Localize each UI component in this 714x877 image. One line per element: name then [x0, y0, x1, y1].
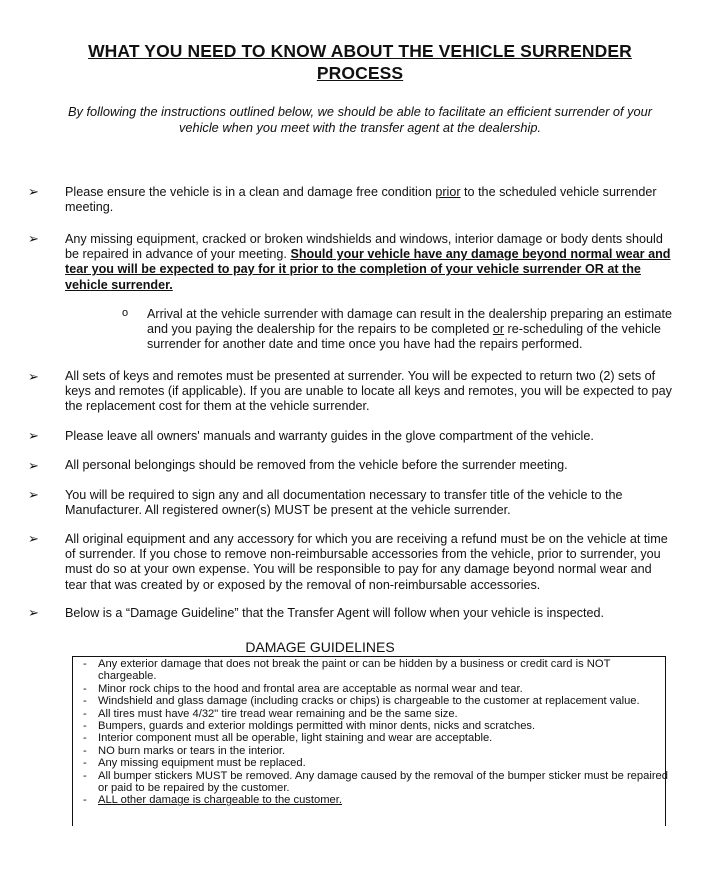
intro-paragraph: By following the instructions outlined below, we should be able to facilitate an efficient surrender of your vehicle when you meet with the transfer agent at the dealership. [67, 104, 653, 135]
list-item: - Any missing equipment must be replaced. [83, 757, 306, 770]
list-item: - Any exterior damage that does not break the paint or can be hidden by a business or credit card is NOT chargeable. [83, 658, 611, 683]
arrow-bullet-icon: ➢ [28, 605, 39, 620]
list-item: - Minor rock chips to the hood and frontal area are acceptable as normal wear and tear. [83, 682, 523, 695]
dash-bullet-icon: - [83, 769, 87, 782]
item-sign-documentation: You will be required to sign any and all documentation necessary to transfer title of the vehicle to the Manufacturer. All registered owner(s) MUST be present at the vehicle surrender. [65, 488, 623, 518]
arrow-bullet-icon: ➢ [28, 487, 39, 502]
item-personal-belongings: All personal belongings should be removed from the vehicle before the surrender meeting. [65, 458, 568, 472]
item-owners-manuals: Please leave all owners' manuals and warranty guides in the glove compartment of the vehicle. [65, 429, 594, 443]
list-item: - Interior component must all be operable, light staining and wear are acceptable. [83, 732, 493, 745]
dash-bullet-icon: - [83, 732, 87, 745]
list-item: - All bumper stickers MUST be removed. Any damage caused by the removal of the bumper sticker must be repaired or paid to be repaired by the customer. [83, 769, 668, 795]
arrow-bullet-icon: ➢ [28, 369, 39, 384]
list-item: - All tires must have 4/32" tire tread wear remaining and be the same size. [83, 707, 458, 720]
arrow-bullet-icon: ➢ [28, 458, 39, 473]
item-keys-remotes: All sets of keys and remotes must be presented at surrender. You will be expected to return two (2) sets of keys and remotes (if applicable). If you are unable to locate all keys and remotes, you will be expected to pay the replacement cost for them at the vehicle surrender. [65, 369, 672, 414]
list-item: - Windshield and glass damage (including cracks or chips) is chargeable to the customer at replacement value. [83, 695, 640, 708]
arrow-bullet-icon: ➢ [28, 184, 39, 199]
dash-bullet-icon: - [83, 707, 87, 720]
document-title [40, 40, 680, 84]
item-original-equipment: All original equipment and any accessory for which you are receiving a refund must be on the vehicle at time of surrender. If you chose to remove non-reimbursable accessories from the vehicle, prior to surrender, you must do so at your own expense. You will be responsible to pay for any damage beyond normal wear and tear that was created by or exposed by the removal of non-reimbursable accessories. [65, 532, 668, 592]
damage-guidelines-heading: DAMAGE GUIDELINES [245, 639, 395, 655]
item-clean-condition: Please ensure the vehicle is in a clean and damage free condition prior to the scheduled vehicle surrender meeting. [65, 185, 657, 215]
item-damage-guideline-intro: Below is a “Damage Guideline” that the Transfer Agent will follow when your vehicle is inspected. [65, 606, 605, 620]
dash-bullet-icon: - [83, 744, 87, 757]
dash-bullet-icon: - [83, 682, 87, 695]
dash-bullet-icon: - [83, 658, 87, 670]
arrow-bullet-icon: ➢ [28, 531, 39, 546]
title-line-1: WHAT YOU NEED TO KNOW ABOUT THE VEHICLE SURRENDER [88, 41, 632, 61]
item-repair-damage: Any missing equipment, cracked or broken windshields and windows, interior damage or body dents should be repaired in advance of your meeting. Should your vehicle have any damage beyond normal wear and tear you will be expected to pay for it prior to the completion of your vehicle surrender OR at the vehicle surrender. [65, 232, 671, 292]
arrow-bullet-icon: ➢ [28, 231, 39, 246]
title-line-2: PROCESS [316, 63, 404, 83]
dash-bullet-icon: - [83, 695, 87, 708]
arrow-bullet-icon: ➢ [28, 428, 39, 443]
list-item: - ALL other damage is chargeable to the customer. [83, 794, 342, 807]
dash-bullet-icon: - [83, 720, 87, 733]
dash-bullet-icon: - [83, 757, 87, 770]
subitem-arrival-with-damage: Arrival at the vehicle surrender with damage can result in the dealership preparing an estimate and you paying the dealership for the repairs to be completed or re-scheduling of the vehicle surrender for another date and time once you have had the repairs performed. [147, 307, 673, 352]
dash-bullet-icon: - [83, 794, 87, 807]
damage-guidelines-list [80, 658, 670, 807]
circle-bullet-icon: o [122, 307, 129, 319]
list-item: - NO burn marks or tears in the interior. [83, 744, 286, 757]
list-item: - Bumpers, guards and exterior moldings permitted with minor dents, nicks and scratches. [83, 720, 536, 733]
